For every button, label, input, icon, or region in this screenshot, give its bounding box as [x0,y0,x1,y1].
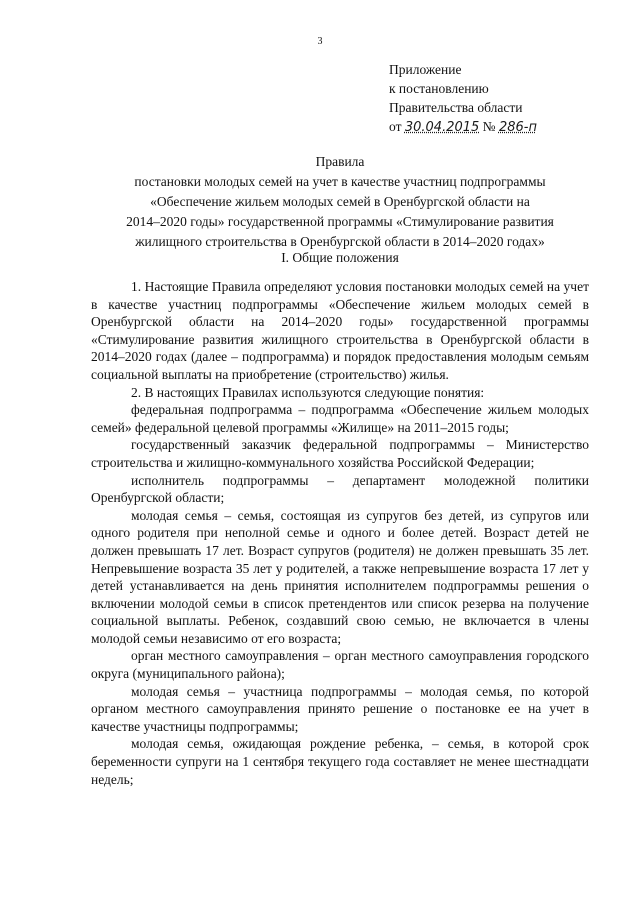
handwritten-date: 30.04.2015 [404,120,480,135]
paragraph: орган местного самоуправления – орган местного самоуправления городского округа (муниципального района); [91,648,589,682]
appendix-date-line [389,117,537,137]
title-line: 2014–2020 годы» государственной программы «Стимулирование развития [126,214,554,229]
paragraph: федеральная подпрограмма – подпрограмма «Обеспечение жильем молодых семей» федеральной целевой программы «Жилище» на 2011–2015 годы; [91,402,589,435]
paragraph: исполнитель подпрограммы – департамент молодежной политики Оренбургской области; [91,472,589,506]
appendix-block [389,60,537,137]
document-title [60,152,620,252]
date-prefix: от [389,119,402,134]
section-heading: I. Общие положения [281,250,399,265]
paragraph: молодая семья – семья, состоящая из супругов без детей, из супругов или одного родителя при неполной семье и одного и более детей. Возраст детей не должен превышать 17 лет. Возраст супругов (родителя) не должен превышать 35 лет. Непревышение возраста 35 лет у родителей, а также непревышение возраста 17 лет у детей устанавливается на день принятия исполнителем подпрограммы решения о включении молодой семьи в список претендентов или список резерва на получение социальной выплаты. Ребенок, создавший свою семью, не включается в члены молодой семьи независимо от его возраста; [91,507,589,646]
title-line: постановки молодых семей на учет в качестве участниц подпрограммы [134,174,546,189]
paragraph: 2. В настоящих Правилах используются следующие понятия: [131,384,485,400]
title-line: «Обеспечение жильем молодых семей в Оренбургской области на [150,194,530,209]
appendix-line: к постановлению [389,81,489,96]
paragraph: государственный заказчик федеральной подпрограммы – Министерство строительства и жилищно-коммунального хозяйства Российской Федерации; [91,437,589,470]
paragraph: молодая семья, ожидающая рождение ребенка, – семья, в которой срок беременности супруги на 1 сентября текущего года составляет не менее шестнадцати недель; [91,736,589,787]
document-body [91,278,589,788]
handwritten-number: 286-п [498,120,537,135]
number-sign: № [482,119,496,134]
appendix-line: Правительства области [389,100,523,115]
title-line: Правила [315,154,365,169]
paragraph: молодая семья – участница подпрограммы – молодая семья, по которой органом местного самоуправления принято решение о постановке ее на учет в качестве участницы подпрограммы; [91,683,589,734]
appendix-line: Приложение [389,62,462,77]
title-line: жилищного строительства в Оренбургской области в 2014–2020 годах» [135,234,545,249]
paragraph: 1. Настоящие Правила определяют условия постановки молодых семей на учет в качестве участниц подпрограммы «Обеспечение жильем молодых семей в Оренбургской области на 2014–2020 годы» государственной программы «Стимулирование развития жилищного строительства в Оренбургской области в 2014–2020 годах (далее – подпрограмма) и порядок предоставления молодым семьям социальной выплаты на приобретение (строительство) жилья. [91,279,589,382]
page-number: 3 [317,36,323,47]
